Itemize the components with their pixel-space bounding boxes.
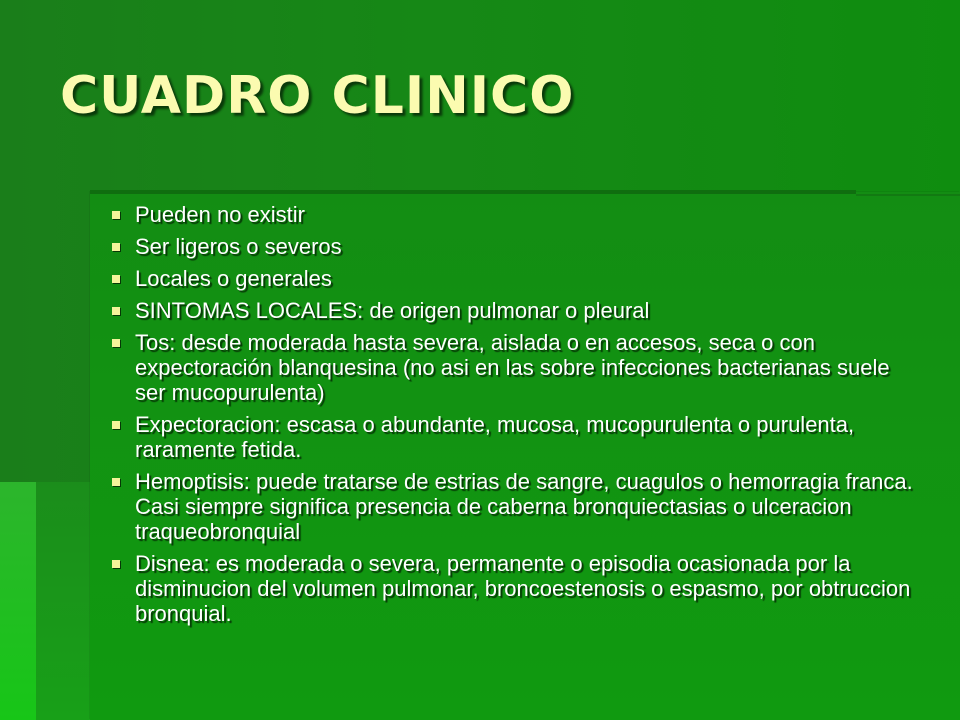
bullet-list [112, 202, 924, 633]
square-bullet-icon [112, 211, 120, 219]
bullet-item [112, 234, 924, 259]
bullet-text: Disnea: es moderada o severa, permanente o episodia ocasionada por la disminucion del volumen pulmonar, broncoestenosis o espasmo, por obtruccion bronquial. [135, 551, 911, 626]
bullet-text: SINTOMAS LOCALES: de origen pulmonar o pleural [135, 298, 650, 323]
bullet-text: Hemoptisis: puede tratarse de estrias de sangre, cuagulos o hemorragia franca. Casi siempre significa presencia de caberna bronquiectasias o ulceracion traqueobronquial [135, 469, 913, 544]
panel-top-border [90, 190, 856, 194]
square-bullet-icon [112, 243, 120, 251]
bullet-text: Locales o generales [135, 266, 332, 291]
bullet-item [112, 551, 924, 626]
square-bullet-icon [112, 560, 120, 568]
square-bullet-icon [112, 421, 120, 429]
bullet-text: Ser ligeros o severos [135, 234, 342, 259]
slide-title: CUADRO CLINICO [60, 66, 575, 126]
bullet-text: Expectoracion: escasa o abundante, mucosa, mucopurulenta o purulenta, raramente fetida. [135, 412, 855, 462]
bullet-item [112, 330, 924, 405]
decorative-panel-left-inner [36, 482, 92, 720]
bullet-text: Pueden no existir [135, 202, 305, 227]
square-bullet-icon [112, 478, 120, 486]
square-bullet-icon [112, 339, 120, 347]
bullet-item [112, 469, 924, 544]
bullet-item [112, 412, 924, 462]
bullet-text: Tos: desde moderada hasta severa, aislada o en accesos, seca o con expectoración blanquesina (no asi en las sobre infecciones bacterianas suele ser mucopurulenta) [135, 330, 890, 405]
bullet-item [112, 202, 924, 227]
decorative-panel-left [0, 482, 36, 720]
bullet-item [112, 298, 924, 323]
square-bullet-icon [112, 307, 120, 315]
bullet-item [112, 266, 924, 291]
square-bullet-icon [112, 275, 120, 283]
panel-top-border-right [856, 194, 960, 196]
